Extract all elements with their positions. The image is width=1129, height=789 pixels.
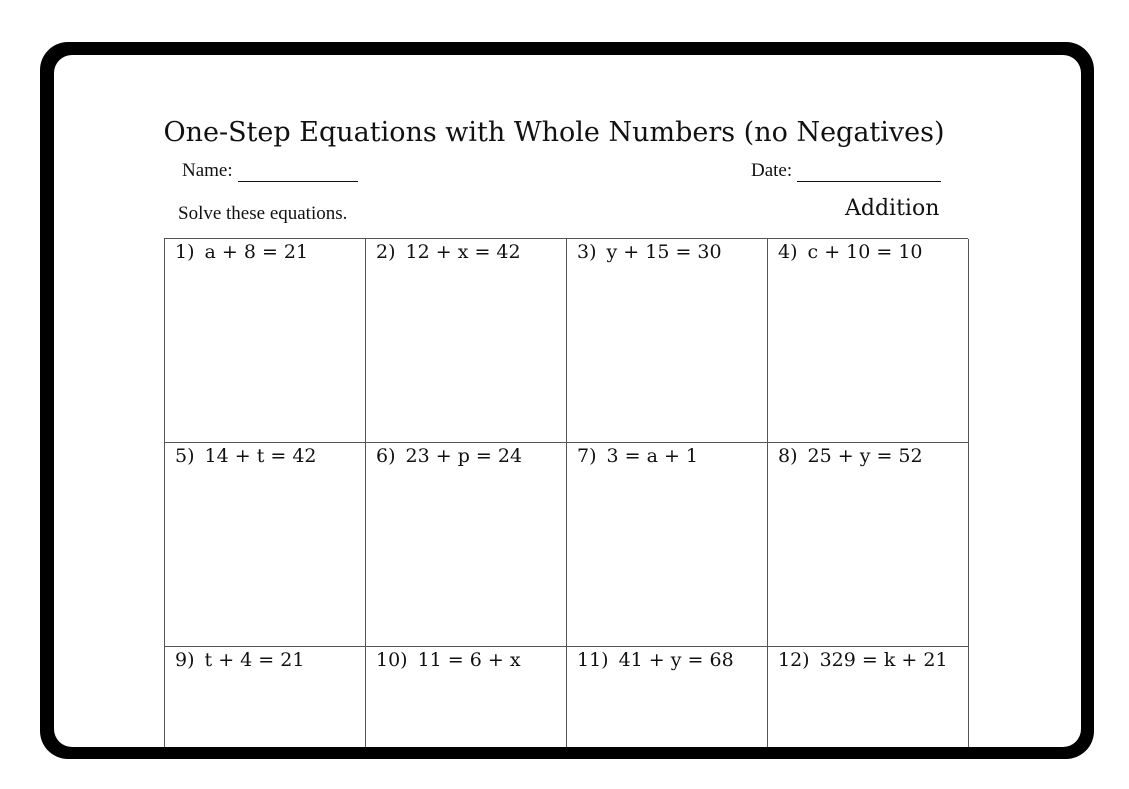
problem-cell-4[interactable]	[768, 239, 969, 443]
problem-number: 11)	[577, 649, 609, 671]
problem-equation: 12 + x = 42	[405, 241, 521, 263]
problem-number: 6)	[376, 445, 396, 467]
problem-equation: 41 + y = 68	[618, 649, 734, 671]
problem-number: 12)	[778, 649, 810, 671]
name-field[interactable]	[182, 160, 358, 182]
problem-equation: y + 15 = 30	[606, 241, 722, 263]
topic-label: Addition	[845, 196, 940, 221]
worksheet-page	[54, 55, 1081, 747]
problem-cell-2[interactable]	[366, 239, 567, 443]
problem-equation: 11 = 6 + x	[417, 649, 521, 671]
problem-number: 3)	[577, 241, 597, 263]
problem-cell-10[interactable]	[366, 647, 567, 747]
problem-equation: 3 = a + 1	[606, 445, 699, 467]
problem-number: 5)	[175, 445, 195, 467]
problem-number: 9)	[175, 649, 195, 671]
problem-grid	[164, 238, 968, 747]
problem-number: 2)	[376, 241, 396, 263]
problem-cell-12[interactable]	[768, 647, 969, 747]
problem-equation: t + 4 = 21	[204, 649, 305, 671]
problem-cell-5[interactable]	[165, 443, 366, 647]
problem-cell-6[interactable]	[366, 443, 567, 647]
problem-equation: 23 + p = 24	[405, 445, 523, 467]
problem-equation: a + 8 = 21	[204, 241, 309, 263]
problem-cell-11[interactable]	[567, 647, 768, 747]
problem-equation: c + 10 = 10	[807, 241, 923, 263]
date-blank-line[interactable]	[797, 165, 941, 182]
name-blank-line[interactable]	[238, 165, 358, 182]
problem-equation: 14 + t = 42	[204, 445, 317, 467]
problem-cell-1[interactable]	[165, 239, 366, 443]
problem-number: 10)	[376, 649, 408, 671]
problem-equation: 25 + y = 52	[807, 445, 923, 467]
problem-cell-8[interactable]	[768, 443, 969, 647]
problem-cell-7[interactable]	[567, 443, 768, 647]
worksheet-title: One-Step Equations with Whole Numbers (no Negatives)	[163, 117, 945, 148]
date-label: Date:	[751, 160, 793, 181]
problem-number: 8)	[778, 445, 798, 467]
instructions: Solve these equations.	[178, 203, 348, 224]
problem-cell-9[interactable]	[165, 647, 366, 747]
date-field[interactable]	[751, 160, 941, 182]
problem-cell-3[interactable]	[567, 239, 768, 443]
problem-number: 1)	[175, 241, 195, 263]
problem-number: 7)	[577, 445, 597, 467]
problem-number: 4)	[778, 241, 798, 263]
name-label: Name:	[182, 160, 233, 181]
problem-equation: 329 = k + 21	[819, 649, 948, 671]
